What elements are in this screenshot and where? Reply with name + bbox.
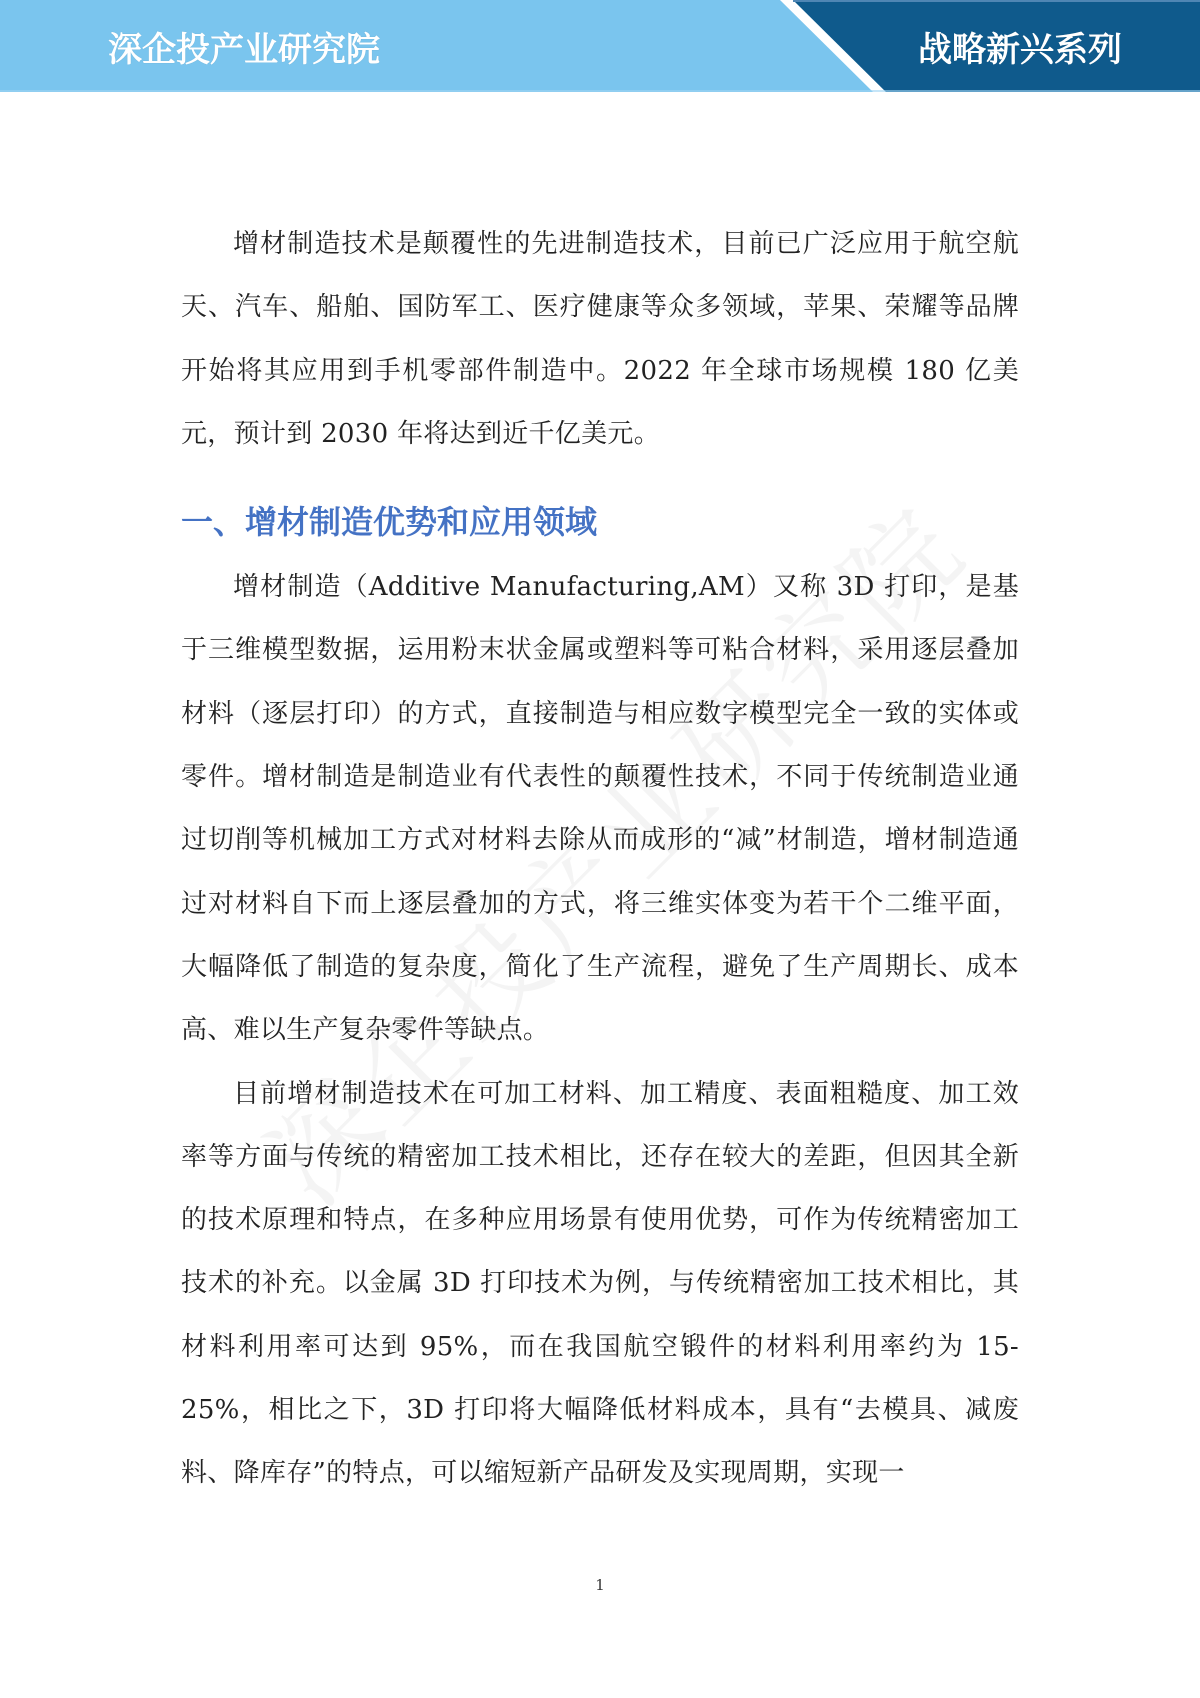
header-dark-band-top-edge [793, 0, 1200, 2]
institute-title: 深企投产业研究院 [108, 30, 380, 70]
page-number: 1 [595, 1576, 605, 1594]
series-title: 战略新兴系列 [918, 30, 1122, 70]
header-bottom-edge [0, 90, 1200, 92]
body-paragraph: 目前增材制造技术在可加工材料、加工精度、表面粗糙度、加工效率等方面与传统的精密加工技术相比，还存在较大的差距，但因其全新的技术原理和特点，在多种应用场景有使用优势，可作为传统精密加工技术的补充。以金属 3D 打印技术为例，与传统精密加工技术相比，其材料利用率可达到 95%，而在我国航空锻件的材料利用率约为 15-25%，相比之下，3D 打印将大幅降低材料成本，具有“去模具、减废料、降库存”的特点，可以缩短新产品研发及实现周期，实现一 [181, 1078, 1019, 1489]
intro-paragraph: 增材制造技术是颠覆性的先进制造技术，目前已广泛应用于航空航天、汽车、船舶、国防军工、医疗健康等众多领域，苹果、荣耀等品牌开始将其应用到手机零部件制造中。2022 年全球市场规模 180 亿美元，预计到 2030 年将达到近千亿美元。 [181, 229, 1019, 449]
section-heading: 一、增材制造优势和应用领域 [181, 503, 598, 542]
body-paragraph: 增材制造（Additive Manufacturing,AM）又称 3D 打印，是基于三维模型数据，运用粉末状金属或塑料等可粘合材料，采用逐层叠加材料（逐层打印）的方式，直接制造与相应数字模型完全一致的实体或零件。增材制造是制造业有代表性的颠覆性技术，不同于传统制造业通过切削等机械加工方式对材料去除从而成形的“减”材制造，增材制造通过对材料自下而上逐层叠加的方式，将三维实体变为若干个二维平面，大幅降低了制造的复杂度，简化了生产流程，避免了生产周期长、成本高、难以生产复杂零件等缺点。 [181, 572, 1019, 1046]
page-header-banner [0, 0, 1200, 92]
document-body [181, 213, 1019, 1506]
